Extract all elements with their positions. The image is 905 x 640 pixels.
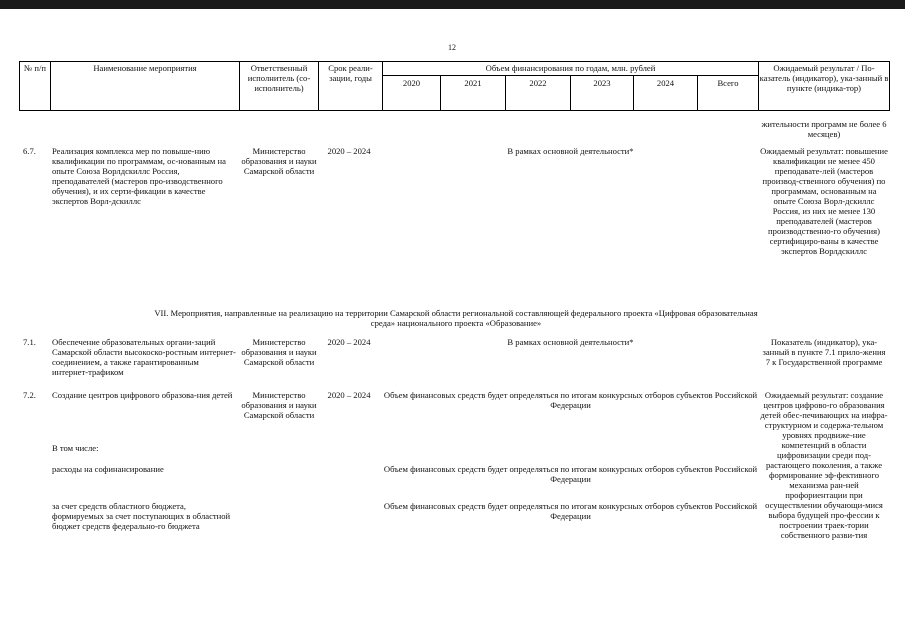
row-6-7-name: Реализация комплекса мер по повыше-нию квалификации по программам, ос-нованным на опыте Союза Ворлдскиллс Россия, преподавателей (мастеров про-изводственного обучения), и их серти-фикации в качестве экспертов Ворл-дскиллс bbox=[52, 146, 226, 206]
carryover-result: жительности программ не более 6 месяцев) bbox=[761, 119, 887, 139]
sub-regional-budget-finance: Объем финансовых средств будет определяться по итогам конкурсных отборов субъектов Российской Федерации bbox=[383, 501, 758, 521]
header-name: Наименование мероприятия bbox=[93, 63, 197, 73]
section-7-title: VII. Мероприятия, направленные на реализацию на территории Самарской области региональной составляющей федерального проекта «Цифровая образовательная среда» национального проекта «Образование» bbox=[154, 308, 758, 328]
row-7-2-responsible: Министерство образования и науки Самарской области bbox=[241, 390, 317, 420]
header-year: 2021 bbox=[464, 78, 482, 88]
header-year: 2022 bbox=[529, 78, 547, 88]
header-finance: Объем финансирования по годам, млн. рублей bbox=[485, 63, 656, 73]
row-7-2-term: 2020 – 2024 bbox=[327, 390, 371, 400]
header-result: Ожидаемый результат / По-казатель (индикатор), ука-занный в пункте (индика-тор) bbox=[759, 63, 889, 94]
header-top-rule bbox=[19, 61, 890, 62]
scan-top-border bbox=[0, 0, 905, 9]
header-term: Срок реали-зации, годы bbox=[328, 63, 373, 84]
row-7-1-result: Показатель (индикатор), ука-занный в пункте 7.1 прило-жения 7 к Государственной программе bbox=[762, 337, 886, 367]
row-7-2-num: 7.2. bbox=[23, 390, 36, 400]
row-7-1-responsible: Министерство образования и науки Самарской области bbox=[241, 337, 317, 367]
sub-regional-budget-name: за счет средств областного бюджета, формируемых за счет поступающих в областной бюджет средств федерально-го бюджета bbox=[52, 501, 231, 531]
header-divider bbox=[889, 61, 890, 111]
row-7-2-name: Создание центров цифрового образова-ния детей bbox=[52, 390, 233, 400]
row-7-1-name: Обеспечение образовательных органи-заций Самарской области высокоско-ростным интернет-соединением, а также гарантированным интернет-трафиком bbox=[52, 337, 236, 377]
row-6-7-responsible: Министерство образования и науки Самарской области bbox=[241, 146, 317, 176]
row-7-2-finance: Объем финансовых средств будет определяться по итогам конкурсных отборов субъектов Российской Федерации bbox=[383, 390, 758, 410]
row-6-7-finance: В рамках основной деятельности* bbox=[507, 146, 634, 156]
header-num: № п/п bbox=[24, 63, 46, 73]
header-responsible: Ответственный исполнитель (со-исполнитель) bbox=[247, 63, 311, 94]
header-total: Всего bbox=[717, 78, 739, 88]
including-label: В том числе: bbox=[52, 443, 99, 453]
header-year: 2023 bbox=[593, 78, 611, 88]
row-7-1-finance: В рамках основной деятельности* bbox=[507, 337, 634, 347]
row-7-2-result: Ожидаемый результат: создание центров цифрово-го образования детей обес-печивающих на инфра-структурном и содержа-тельном уровнях продвиже-ние компетенций в области цифровизации среди под-растающего поколения, а также формирование эф-фективного механизма ран-ней профориентации при осуществлении обучающи-мися выбора будущей про-фессии к построении траек-тории собственного разви-тия bbox=[760, 390, 888, 540]
page-number: 12 bbox=[448, 43, 456, 52]
row-6-7-num: 6.7. bbox=[23, 146, 36, 156]
row-6-7-term: 2020 – 2024 bbox=[327, 146, 371, 156]
header-year: 2024 bbox=[656, 78, 675, 88]
sub-cofinancing-name: расходы на софинансирование bbox=[52, 464, 164, 474]
header-bottom-rule bbox=[19, 110, 890, 111]
header-year: 2020 bbox=[402, 78, 421, 88]
row-7-1-num: 7.1. bbox=[23, 337, 36, 347]
sub-cofinancing-finance: Объем финансовых средств будет определяться по итогам конкурсных отборов субъектов Российской Федерации bbox=[383, 464, 758, 484]
row-6-7-result: Ожидаемый результат: повышение квалификации не менее 450 преподавате-лей (мастеров производ-ственного обучения) по программам, основанным на опыте Союза Ворл-дскиллс Россия, из них не менее 130 преподавателей (мастеров производственно-го обучения) сертифициро-ваны в качестве экспертов Ворлдскиллс bbox=[760, 146, 888, 256]
row-7-1-term: 2020 – 2024 bbox=[327, 337, 371, 347]
